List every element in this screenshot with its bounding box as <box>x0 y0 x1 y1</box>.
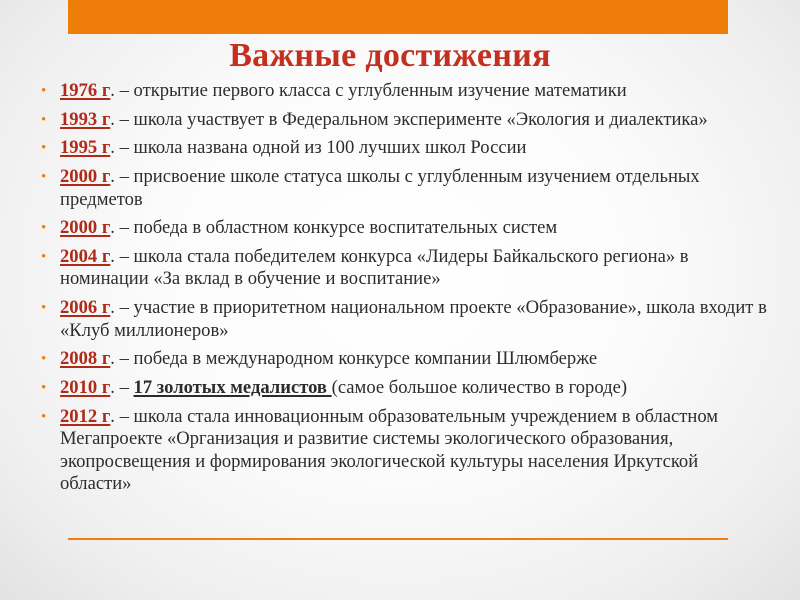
achievement-item-1995 <box>40 137 770 160</box>
slide-title: Важные достижения <box>229 37 551 74</box>
bullet-icon: • <box>41 248 47 265</box>
achievement-year: 2000 г <box>60 166 111 188</box>
achievement-text: . – школа стала инновационным образовательным учреждением в областном Мегапроекте «Организация и развитие системы экологического образования, экопросвещения и формирования экологической культуры населения Иркутской области» <box>60 405 719 495</box>
medalists-highlight: 17 золотых медалистов <box>133 377 332 398</box>
bullet-icon: • <box>41 300 47 317</box>
achievement-text: (самое большое количество в городе) <box>331 377 628 398</box>
achievement-text: . – <box>110 377 134 398</box>
achievement-year: 2000 г <box>60 217 111 239</box>
achievement-text: . – присвоение школе статуса школы с углубленным изучением отдельных предметов <box>60 166 700 210</box>
achievement-item-1976 <box>40 80 770 103</box>
bullet-icon: • <box>41 408 47 425</box>
bullet-icon: • <box>41 380 47 396</box>
achievement-year: 1995 г <box>60 137 111 159</box>
achievement-year: 2008 г <box>60 348 111 370</box>
achievement-year: 2006 г <box>60 297 111 319</box>
achievement-text: . – участие в приоритетном национальном проекте «Образование», школа входит в «Клуб миллионеров» <box>60 297 767 341</box>
achievement-text: . – победа в областном конкурсе воспитательных систем <box>110 217 558 239</box>
achievement-year: 2004 г <box>60 245 111 267</box>
bullet-icon: • <box>41 169 47 186</box>
bullet-icon: • <box>41 351 47 368</box>
achievement-text: . – школа названа одной из 100 лучших школ России <box>110 137 527 159</box>
achievement-item-2010 <box>40 377 770 400</box>
achievement-year: 2010 г <box>60 377 111 398</box>
bullet-icon: • <box>41 140 47 157</box>
bullet-icon: • <box>41 83 47 99</box>
achievement-item-2012 <box>40 406 770 496</box>
achievement-item-2006 <box>40 297 770 342</box>
bottom-accent-line <box>68 538 728 540</box>
achievement-item-2000-status <box>40 166 770 211</box>
achievement-item-2000-contest <box>40 217 770 240</box>
achievement-text: . – школа участвует в Федеральном эксперименте «Экология и диалектика» <box>110 108 708 130</box>
bullet-icon: • <box>41 220 47 237</box>
achievement-year: 1993 г <box>60 108 111 130</box>
achievement-year: 1976 г <box>60 80 111 101</box>
achievement-item-1993 <box>40 109 770 132</box>
achievement-text: . – открытие первого класса с углубленным изучение математики <box>110 80 627 101</box>
bullet-icon: • <box>41 111 47 128</box>
achievement-item-2008 <box>40 348 770 371</box>
achievements-list <box>40 80 770 502</box>
achievement-text: . – школа стала победителем конкурса «Лидеры Байкальского региона» в номинации «За вклад в обучение и воспитание» <box>60 245 689 290</box>
achievement-item-2004 <box>40 246 770 291</box>
top-accent-bar <box>68 0 728 34</box>
achievement-year: 2012 г <box>60 405 111 427</box>
achievement-text: . – победа в международном конкурсе компании Шлюмберже <box>110 348 598 370</box>
